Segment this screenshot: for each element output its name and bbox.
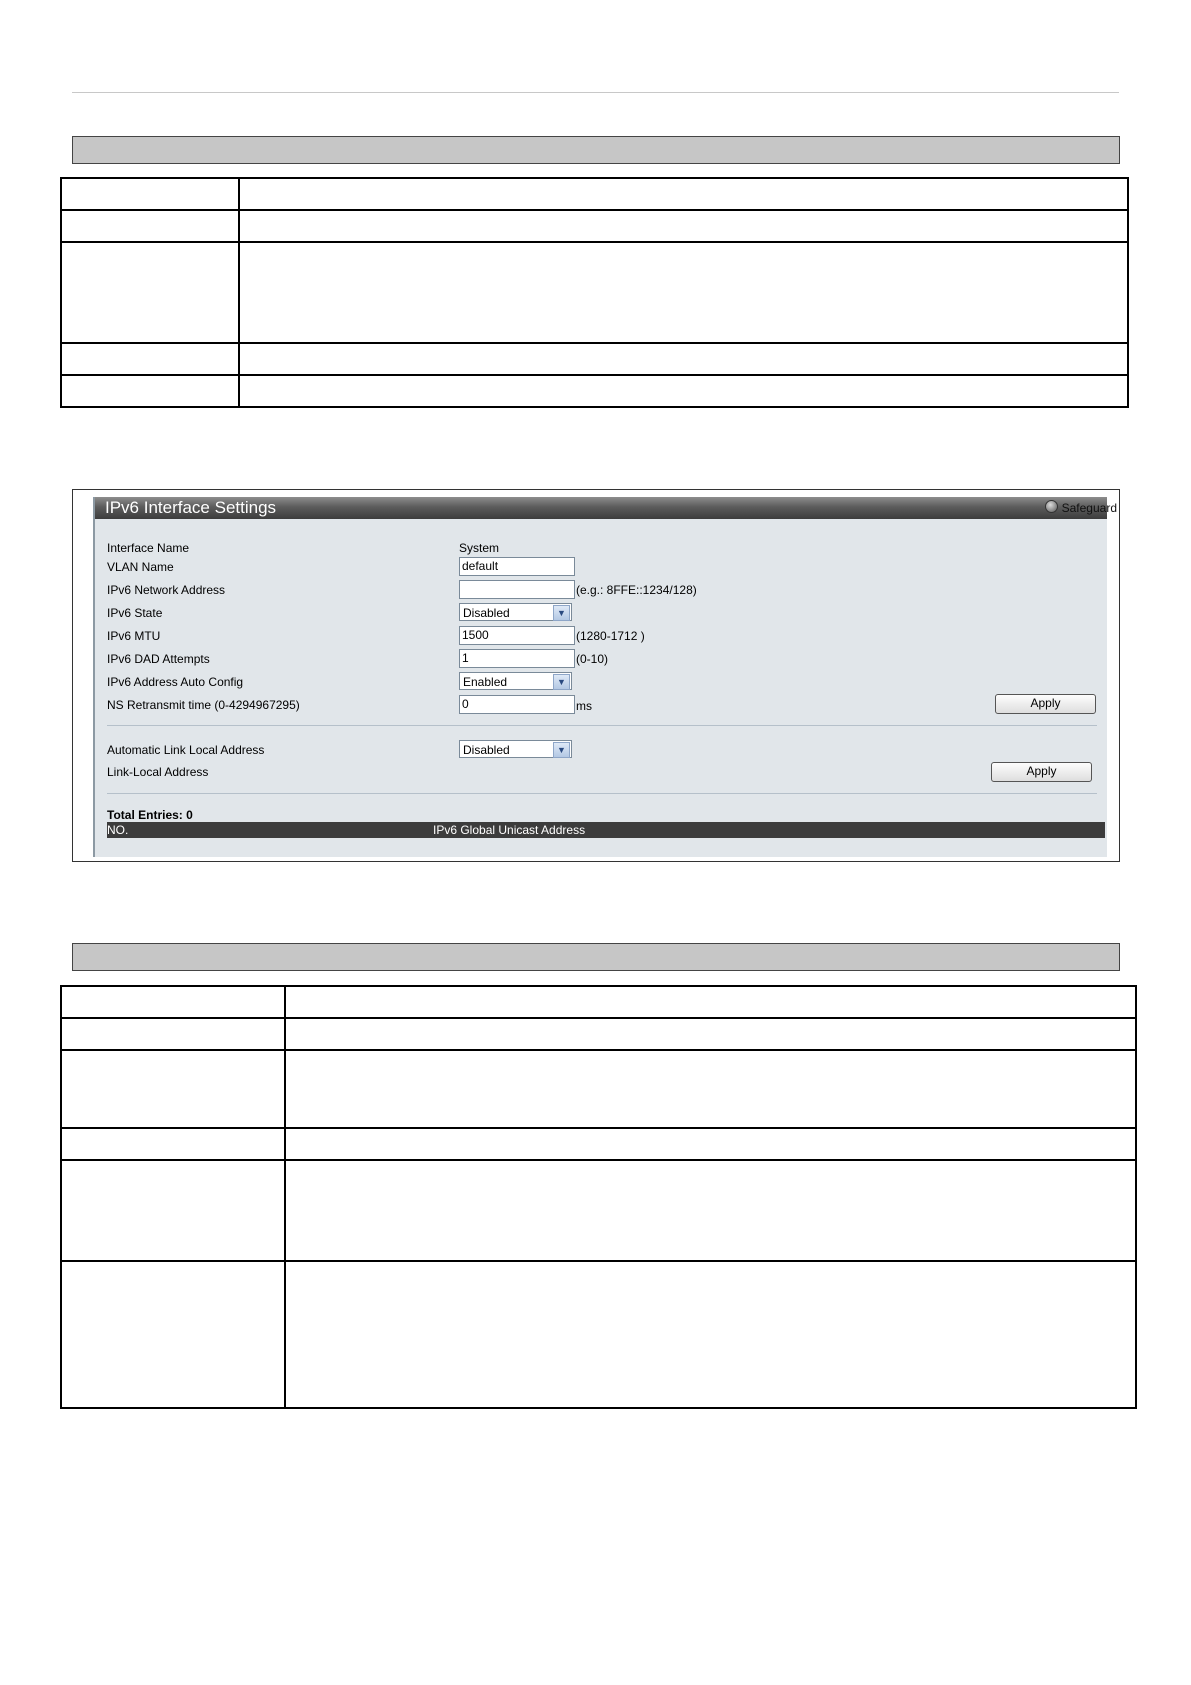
interface-name-value: System [459, 541, 500, 555]
column-header-address: IPv6 Global Unicast Address [433, 823, 586, 837]
apply-button[interactable]: Apply [995, 694, 1096, 714]
interface-name-label: Interface Name [107, 541, 190, 555]
desc-cell [239, 343, 1128, 375]
ipv6-state-select[interactable] [459, 603, 572, 621]
vlan-name-label: VLAN Name [107, 560, 174, 574]
column-header-no: NO. [107, 823, 129, 837]
chevron-down-icon: ▼ [553, 674, 570, 690]
address-table-header [107, 822, 1105, 838]
desc-cell [239, 242, 1128, 343]
desc-cell [239, 375, 1128, 407]
auto-config-select[interactable] [459, 672, 572, 690]
desc-cell [285, 1261, 1136, 1408]
dad-attempts-hint: (0-10) [576, 652, 609, 666]
parameter-table-1 [60, 177, 1129, 408]
dad-attempts-label: IPv6 DAD Attempts [107, 652, 210, 666]
param-cell [61, 375, 239, 407]
auto-link-local-label: Automatic Link Local Address [107, 743, 265, 757]
desc-cell [285, 1160, 1136, 1261]
ipv6-mtu-hint: (1280-1712 ) [576, 629, 645, 643]
network-address-label: IPv6 Network Address [107, 583, 226, 597]
apply-link-local-button[interactable]: Apply [991, 762, 1092, 782]
chevron-down-icon: ▼ [553, 605, 570, 621]
param-cell [61, 178, 239, 210]
network-address-hint: (e.g.: 8FFE::1234/128) [576, 583, 697, 597]
safeguard-label: Safeguard [1061, 501, 1117, 515]
desc-cell [285, 1128, 1136, 1160]
chevron-down-icon: ▼ [553, 742, 570, 758]
ipv6-state-value: Disabled [463, 606, 510, 620]
safeguard-icon [1045, 500, 1058, 513]
panel-title: IPv6 Interface Settings [105, 498, 277, 517]
desc-cell [285, 1018, 1136, 1050]
desc-cell [285, 1050, 1136, 1128]
safeguard-indicator[interactable] [1045, 497, 1117, 519]
param-cell [61, 1261, 285, 1408]
desc-cell [285, 986, 1136, 1018]
parameter-table-2 [60, 985, 1137, 1409]
param-cell [61, 1128, 285, 1160]
section-header-bar [72, 943, 1120, 971]
screenshot-figure [72, 489, 1120, 862]
auto-config-label: IPv6 Address Auto Config [107, 675, 244, 689]
param-cell [61, 343, 239, 375]
divider [107, 793, 1097, 794]
dad-attempts-input[interactable]: 1 [459, 649, 575, 668]
total-entries: Total Entries: 0 [107, 808, 193, 822]
network-address-input[interactable] [459, 580, 575, 599]
param-cell [61, 1050, 285, 1128]
panel-title-bar [95, 497, 1117, 519]
auto-config-value: Enabled [463, 675, 508, 689]
param-cell [61, 210, 239, 242]
ns-retransmit-label: NS Retransmit time (0-4294967295) [107, 698, 300, 712]
divider [107, 725, 1097, 726]
ipv6-mtu-input[interactable]: 1500 [459, 626, 575, 645]
ns-retransmit-input[interactable]: 0 [459, 695, 575, 714]
vlan-name-input[interactable]: default [459, 557, 575, 576]
top-rule [72, 92, 1119, 93]
desc-cell [239, 178, 1128, 210]
param-cell [61, 242, 239, 343]
param-cell [61, 1018, 285, 1050]
desc-cell [239, 210, 1128, 242]
ns-retransmit-unit: ms [576, 699, 592, 713]
ipv6-state-label: IPv6 State [107, 606, 163, 620]
param-cell [61, 1160, 285, 1261]
param-cell [61, 986, 285, 1018]
section-header-bar [72, 136, 1120, 164]
auto-link-local-value: Disabled [463, 743, 510, 757]
auto-link-local-select[interactable] [459, 740, 572, 758]
link-local-label: Link-Local Address [107, 765, 209, 779]
ipv6-interface-settings-panel [93, 497, 1117, 857]
ipv6-mtu-label: IPv6 MTU [107, 629, 161, 643]
